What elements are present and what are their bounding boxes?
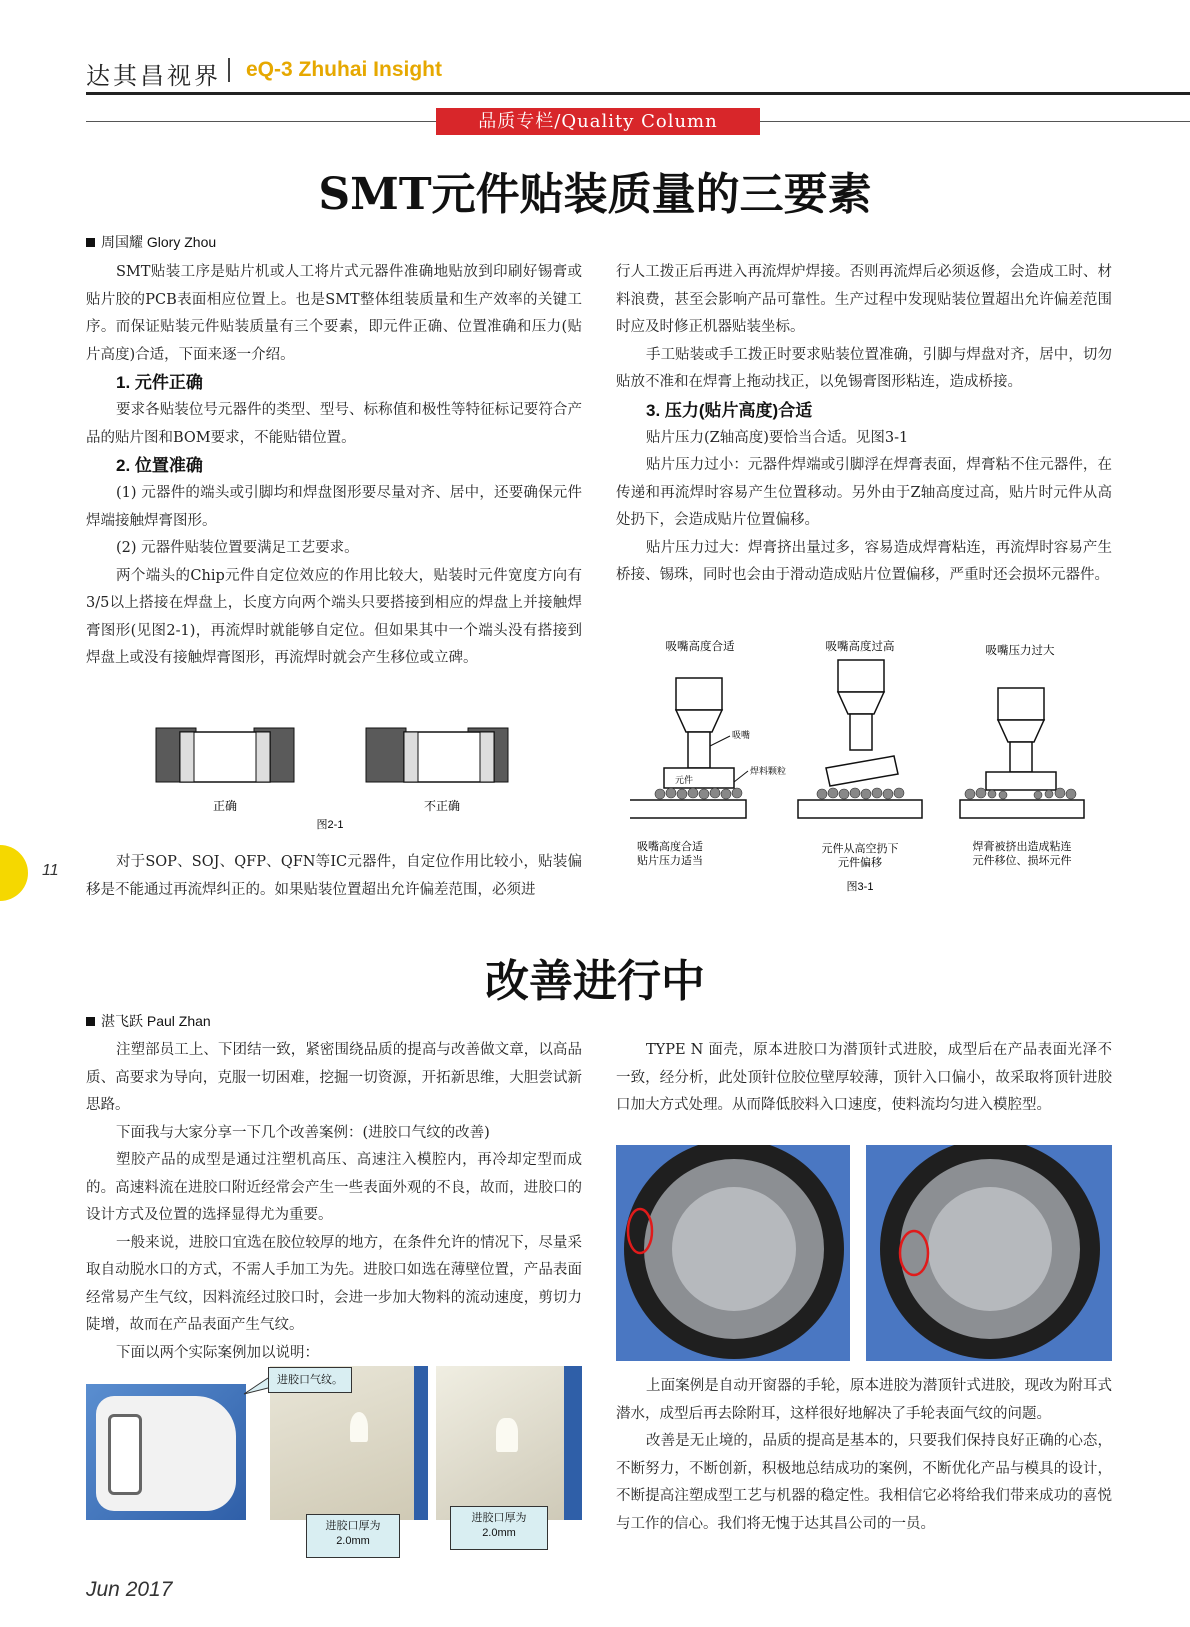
nozzle-head <box>676 678 722 710</box>
article2-title: 改善进行中 <box>485 956 705 1007</box>
callout-thickness-a <box>306 1514 400 1558</box>
page-number: 11 <box>42 862 59 879</box>
panel-caption: 元件从高空扔下 <box>821 843 899 855</box>
callout-line: 进胶口厚为 <box>471 1512 527 1524</box>
nozzle-head <box>838 660 884 692</box>
article2-right-column-end <box>616 1373 1112 1538</box>
article1-left-column-end <box>86 849 582 904</box>
label-correct: 正确 <box>212 799 238 813</box>
label-incorrect: 不正确 <box>423 799 461 813</box>
component-falling <box>826 756 898 786</box>
callout-line: 2.0mm <box>336 1535 370 1547</box>
nozzle-taper <box>998 720 1044 742</box>
callout-line: 2.0mm <box>482 1527 516 1539</box>
callout-thickness-b <box>450 1506 548 1550</box>
paragraph: (1) 元器件的端头或引脚均和焊盘图形要尽量对齐、居中，还要确保元件焊端接触焊膏图形。 <box>86 485 582 529</box>
article2-right-column <box>616 1037 1112 1120</box>
paragraph: SMT贴装工序是贴片机或人工将片式元器件准确地贴放到印刷好锡膏或贴片胶的PCB表面相应位置上。也是SMT整体组装质量和生产效率的关键工序。而保证贴装元件贴装质量有三个要素，即元件正确、位置准确和压力(贴片高度)合适，下面来逐一介绍。 <box>86 264 582 363</box>
nozzle-label: 吸嘴 <box>732 730 751 740</box>
article1-author-name: 周国耀 Glory Zhou <box>101 234 217 250</box>
article2-left-column <box>86 1037 582 1367</box>
article1-left-column <box>86 259 582 673</box>
paragraph: 注塑部员工上、下团结一致，紧密围绕品质的提高与改善做文章，以高品质、高要求为导向，克服一切困难，挖掘一切资源，开拓新思维，大胆尝试新思路。 <box>86 1042 582 1113</box>
figure-caption: 图3-1 <box>846 881 874 893</box>
chip-terminal <box>256 732 270 782</box>
pcb-board <box>798 800 922 818</box>
paragraph: TYPE N 面壳，原本进胶口为潜顶针式进胶，成型后在产品表面光泽不一致，经分析，此处顶针位胶位壁厚较薄，顶针入口偏小，故采取将顶针进胶口加大方式处理。从而降低胶料入口速度，使料流均匀进入模腔型。 <box>616 1042 1112 1113</box>
solder-particles <box>655 788 742 799</box>
brand-cn: 达其昌视界 <box>86 62 221 90</box>
paragraph: 改善是无止境的，品质的提高是基本的，只要我们保持良好正确的心态，不断努力，不断创新，积极地总结成功的案例，不断优化产品与模具的设计，不断提高注塑成型工艺与机器的稳定性。我相信它必将给我们带来成功的喜悦与工作的信心。我们将无愧于达其昌公司的一员。 <box>616 1433 1112 1532</box>
section-heading: 3. 压力(贴片高度)合适 <box>646 400 813 420</box>
panel-label: 吸嘴高度合适 <box>665 641 735 653</box>
footer-date: Jun 2017 <box>86 1578 173 1601</box>
nozzle-taper <box>676 710 722 732</box>
nozzle-tip <box>1010 742 1032 772</box>
section-heading: 2. 位置准确 <box>116 456 203 475</box>
article2-author-name: 湛飞跃 Paul Zhan <box>101 1013 211 1029</box>
solder-particles <box>817 788 904 799</box>
panel-caption: 焊膏被挤出造成粘连 <box>972 841 1072 853</box>
photo-edge <box>414 1366 428 1520</box>
component-pressed <box>986 772 1056 790</box>
gate-feature <box>350 1412 368 1442</box>
article2-author <box>86 1011 211 1031</box>
paragraph: 行人工拨正后再进入再流焊炉焊接。否则再流焊后必须返修，会造成工时、材料浪费，甚至会影响产品可靠性。生产过程中发现贴装位置超出允许偏差范围时应及时修正机器贴装坐标。 <box>616 264 1112 335</box>
header-rule <box>86 92 1190 95</box>
gate-feature <box>496 1418 518 1452</box>
pcb-board <box>960 800 1084 818</box>
knob-photos <box>616 1145 1112 1361</box>
paragraph: 两个端头的Chip元件自定位效应的作用比较大，贴装时元件宽度方向有3/5以上搭接在焊盘上，长度方向两个端头只要搭接到相应的焊盘上并接触焊膏图形(见图2-1)，再流焊时就能够自定位。但如果其中一个端头没有搭接到焊盘上或没有接触焊膏图形，再流焊时就会产生移位或立碑。 <box>86 567 582 666</box>
knob-center <box>672 1187 796 1311</box>
figure-caption: 图2-1 <box>316 819 344 831</box>
pcb-board <box>630 800 746 818</box>
figure-2-1 <box>150 722 520 832</box>
photo-edge <box>564 1366 582 1520</box>
column-banner: 品质专栏/Quality Column <box>436 108 760 135</box>
paragraph: 对于SOP、SOJ、QFP、QFN等IC元器件，自定位作用比较小，贴装偏移是不能通过再流焊纠正的。如果贴装位置超出允许偏差范围，必须进 <box>86 854 582 898</box>
component-label: 元件 <box>675 775 694 785</box>
article1-author <box>86 232 216 252</box>
leader-line <box>734 771 748 782</box>
panel-caption: 贴片压力适当 <box>637 855 703 867</box>
paragraph: 贴片压力过小：元器件焊端或引脚浮在焊膏表面，焊膏粘不住元器件，在传递和再流焊时容易产生位置移动。另外由于Z轴高度过高，贴片时元件从高处扔下，会造成贴片位置偏移。 <box>616 457 1112 528</box>
nozzle-tip <box>688 732 710 768</box>
knob-center <box>928 1187 1052 1311</box>
panel-label: 吸嘴压力过大 <box>985 645 1055 657</box>
paragraph: (2) 元器件贴装位置要满足工艺要求。 <box>116 540 359 556</box>
particle-label: 焊料颗粒 <box>750 766 787 776</box>
panel-caption: 元件移位、损坏元件 <box>972 855 1072 867</box>
author-bullet-icon <box>86 238 95 247</box>
paragraph: 塑胶产品的成型是通过注塑机高压、高速注入模腔内，再冷却定型而成的。高速料流在进胶口附近经常会产生一些表面外观的不良，故而，进胶口的设计方式及位置的选择显得尤为重要。 <box>86 1152 582 1223</box>
paragraph: 上面案例是自动开窗器的手轮，原本进胶为潜顶针式进胶，现改为附耳式潜水，成型后再去除附耳，这样很好地解决了手轮表面气纹的问题。 <box>616 1378 1112 1422</box>
callout-gas-mark: 进胶口气纹。 <box>268 1367 352 1393</box>
chip-terminal <box>404 732 418 782</box>
paragraph: 贴片压力过大：焊膏挤出量过多，容易造成焊膏粘连，再流焊时容易产生桥接、锡珠，同时也会由于滑动造成贴片位置偏移，严重时还会损坏元器件。 <box>616 539 1112 583</box>
paragraph: 下面以两个实际案例加以说明： <box>116 1344 319 1361</box>
header-separator <box>228 58 230 82</box>
article1-right-column <box>616 259 1112 590</box>
panel-caption: 元件偏移 <box>838 857 882 869</box>
pad-left <box>366 728 406 782</box>
nozzle-tip <box>850 714 872 750</box>
paragraph: 下面我与大家分享一下几个改善案例：(进胶口气纹的改善) <box>116 1124 490 1141</box>
article1-title: SMT元件贴装质量的三要素 <box>318 169 872 220</box>
callout-line: 进胶口厚为 <box>325 1520 381 1532</box>
chip-terminal <box>180 732 194 782</box>
paragraph: 一般来说，进胶口宜选在胶位较厚的地方，在条件允许的情况下，尽量采取自动脱水口的方式，不需人手加工为先。进胶口如选在薄壁位置，产品表面经常易产生气纹，因料流经过胶口时，会进一步加大物料的流动速度，剪切力陡增，故而在产品表面产生气纹。 <box>86 1234 582 1333</box>
chip-terminal <box>480 732 494 782</box>
paragraph: 手工贴装或手工拨正时要求贴装位置准确，引脚与焊盘对齐，居中，切勿贴放不准和在焊膏上拖动找正，以免锡膏图形粘连，造成桥接。 <box>616 346 1112 390</box>
nozzle-taper <box>838 692 884 714</box>
paragraph: 贴片压力(Z轴高度)要恰当合适。见图3-1 <box>646 429 909 446</box>
device-display <box>108 1414 142 1495</box>
leader-line <box>710 736 730 746</box>
product-photo-device <box>86 1384 246 1520</box>
nozzle-head <box>998 688 1044 720</box>
page-marker <box>0 845 28 901</box>
brand-en: eQ-3 Zhuhai Insight <box>246 58 443 81</box>
panel-label: 吸嘴高度过高 <box>825 641 895 653</box>
figure-3-1 <box>630 636 1100 896</box>
section-heading: 1. 元件正确 <box>116 373 203 392</box>
paragraph: 要求各贴装位号元器件的类型、型号、标称值和极性等特征标记要符合产品的贴片图和BOM要求，不能贴错位置。 <box>86 402 582 446</box>
panel-caption: 吸嘴高度合适 <box>637 841 703 853</box>
product-photo-gate-b <box>436 1366 582 1520</box>
author-bullet-icon <box>86 1017 95 1026</box>
